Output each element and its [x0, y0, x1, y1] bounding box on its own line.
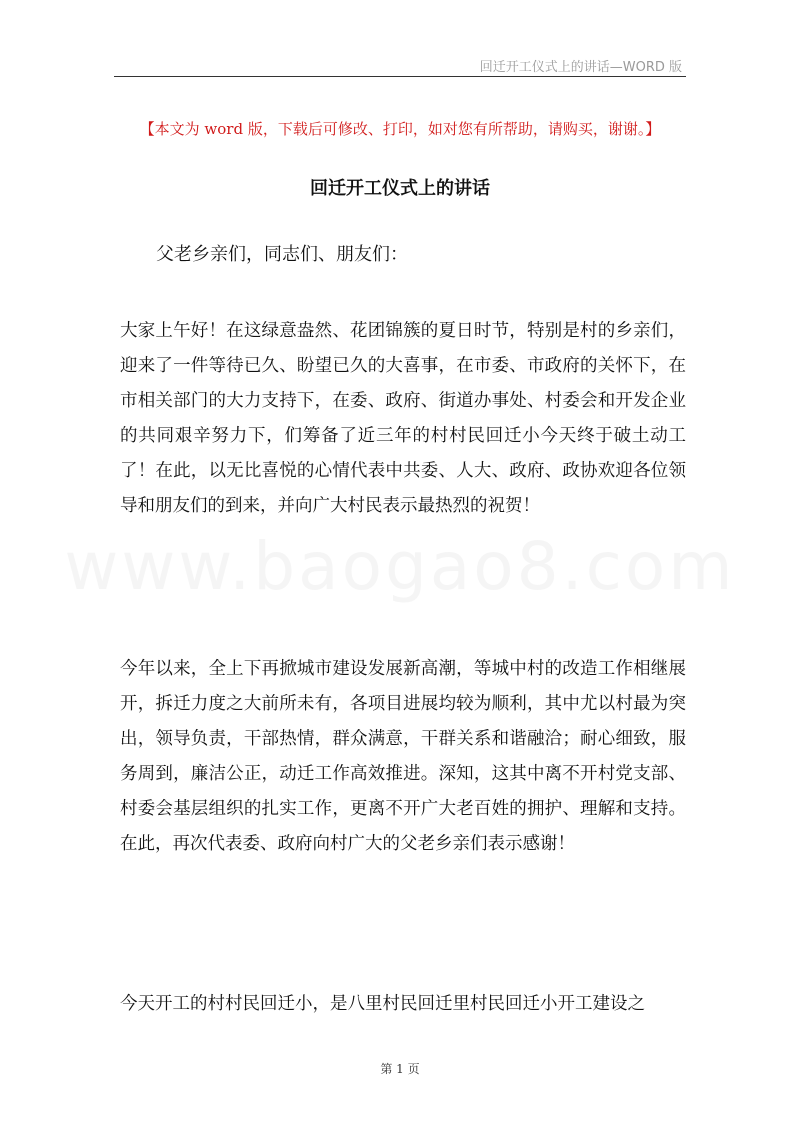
salutation: 父老乡亲们，同志们、朋友们：: [156, 244, 408, 265]
watermark: www.baogao8.com: [64, 528, 736, 605]
header-divider: [114, 76, 686, 77]
document-title: 回迁开工仪式上的讲话: [310, 178, 490, 199]
body-paragraph-2: 今年以来，全上下再掀城市建设发展新高潮，等城中村的改造工作相继展开，拆迁力度之大前所未有，各项目进展均较为顺利，其中尤以村最为突出，领导负责，干部热情，群众满意，干群关系和谐融洽；耐心细致，服务周到，廉洁公正，动迁工作高效推进。深知，这其中离不开村党支部、村委会基层组织的扎实工作，更离不开广大老百姓的拥护、理解和支持。在此，再次代表委、政府向村广大的父老乡亲们表示感谢！: [120, 659, 686, 854]
header-document-title: 回迁开工仪式上的讲话—WORD 版: [479, 60, 682, 75]
page-number: 第 1 页: [380, 1062, 420, 1076]
purchase-notice: 【本文为 word 版，下载后可修改、打印，如对您有所帮助，请购买，谢谢。】: [139, 120, 661, 138]
body-paragraph-3: 今天开工的村村民回迁小，是八里村民回迁里村民回迁小开工建设之: [120, 994, 645, 1014]
body-paragraph-1: 大家上午好！在这绿意盎然、花团锦簇的夏日时节，特别是村的乡亲们，迎来了一件等待已久、盼望已久的大喜事，在市委、市政府的关怀下，在市相关部门的大力支持下，在委、政府、街道办事处、村委会和开发企业的共同艰辛努力下，们筹备了近三年的村村民回迁小今天终于破土动工了！在此，以无比喜悦的心情代表中共委、人大、政府、政协欢迎各位领导和朋友们的到来，并向广大村民表示最热烈的祝贺！: [120, 321, 686, 516]
